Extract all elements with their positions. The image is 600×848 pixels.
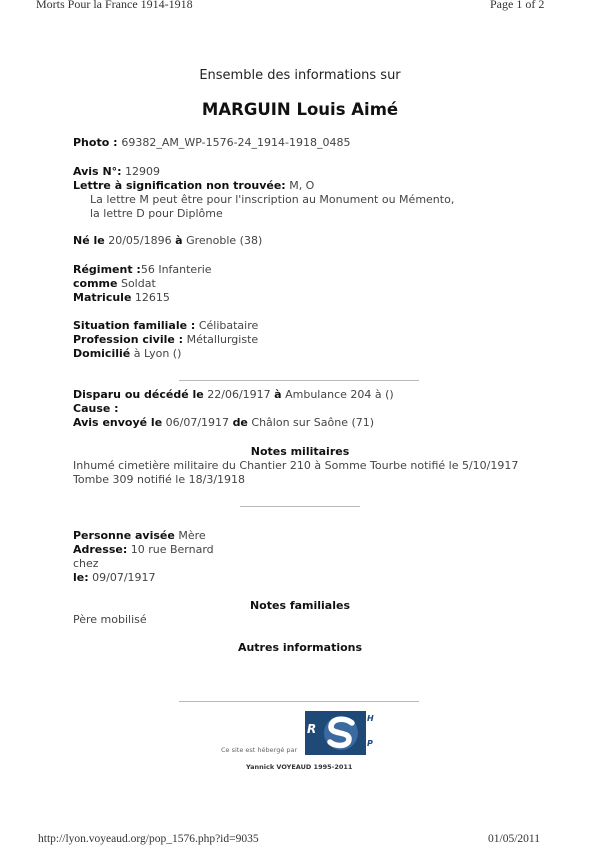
adresse-value: 10 rue Bernard [127,543,214,556]
death-label: Disparu ou décédé le [73,388,204,401]
cause-label: Cause : [73,402,119,415]
regiment-value: 56 Infanterie [140,263,212,276]
adresse-chez: chez [73,557,99,570]
adresse-label: Adresse: [73,543,128,556]
death-line [73,388,394,402]
print-header-title: Morts Pour la France 1914-1918 [36,0,193,11]
domicile-line [73,347,181,361]
avis-date-line [73,571,156,585]
autres-informations-title: Autres informations [237,641,363,654]
rank-line [73,277,156,291]
avis-envoye-place: Châlon sur Saône (71) [247,416,375,429]
print-footer-url: http://lyon.voyeaud.org/pop_1576.php?id=9035 [38,833,259,845]
personne-value: Mère [174,529,206,542]
birth-label: Né le [73,234,105,247]
soldier-name: MARGUIN Louis Aimé [201,100,399,119]
notes-militaires-title: Notes militaires [250,445,350,458]
avis-envoye-label: Avis envoyé le [73,416,163,429]
avis-envoye-date: 06/07/1917 [162,416,233,429]
logo-letter-r: R [307,722,317,736]
lettre-note-2: la lettre D pour Diplôme [90,207,223,220]
profession-label: Profession civile : [73,333,184,346]
matricule-value: 12615 [131,291,170,304]
matricule-line [73,291,170,305]
death-place-label: à [274,388,282,401]
profession-line [73,333,258,347]
photo-line [73,136,351,150]
notes-militaires-line-1: Inhumé cimetière militaire du Chantier 210 à Somme Tourbe notifié le 5/10/1917 [73,459,519,472]
lettre-line [73,179,314,193]
heading-intro: Ensemble des informations sur [199,68,401,83]
avis-envoye-from-label: de [232,416,248,429]
avis-label: Avis N°: [73,165,122,178]
print-footer-date: 01/05/2011 [488,833,540,845]
adresse-line [73,543,214,557]
notes-familiales-title: Notes familiales [249,599,351,612]
profession-value: Métallurgiste [183,333,259,346]
notes-familiales-text: Père mobilisé [73,613,147,626]
avis-date-label: le: [73,571,89,584]
rsh-logo[interactable] [305,711,375,755]
situation-value: Célibataire [195,319,259,332]
birth-place: Grenoble (38) [182,234,263,247]
birth-line [73,234,262,248]
regiment-line [73,263,212,277]
death-date: 22/06/1917 [203,388,275,401]
hosted-by-text: Ce site est hébergé par [221,746,298,754]
lettre-note-1: La lettre M peut être pour l'inscription au Monument ou Mémento, [90,193,455,206]
birth-date: 20/05/1896 [104,234,176,247]
footer-rule [179,701,419,702]
personne-line [73,529,206,543]
rank-label: comme [73,277,118,290]
separator-rule [179,380,419,381]
author-credit: Yannick VOYEAUD 1995-2011 [246,763,353,771]
regiment-label: Régiment : [73,263,141,276]
rank-value: Soldat [117,277,156,290]
separator-rule-short [240,506,360,507]
avis-date-value: 09/07/1917 [88,571,156,584]
personne-label: Personne avisée [73,529,175,542]
avis-line [73,165,160,179]
domicile-label: Domicilié [73,347,131,360]
lettre-label: Lettre à signification non trouvée: [73,179,286,192]
death-place: Ambulance 204 à () [281,388,394,401]
photo-value: 69382_AM_WP-1576-24_1914-1918_0485 [121,136,351,149]
matricule-label: Matricule [73,291,132,304]
print-header-page: Page 1 of 2 [490,0,545,11]
logo-letter-p: P [367,739,373,748]
birth-place-label: à [175,234,183,247]
avis-envoye-line [73,416,374,430]
lettre-value: M, O [285,179,315,192]
domicile-at: à [130,347,141,360]
logo-letter-h: H [367,714,374,723]
photo-label: Photo : [73,136,122,149]
notes-militaires-line-2: Tombe 309 notifié le 18/3/1918 [73,473,246,486]
avis-value: 12909 [121,165,161,178]
domicile-value: Lyon () [140,347,182,360]
situation-line [73,319,258,333]
situation-label: Situation familiale : [73,319,196,332]
